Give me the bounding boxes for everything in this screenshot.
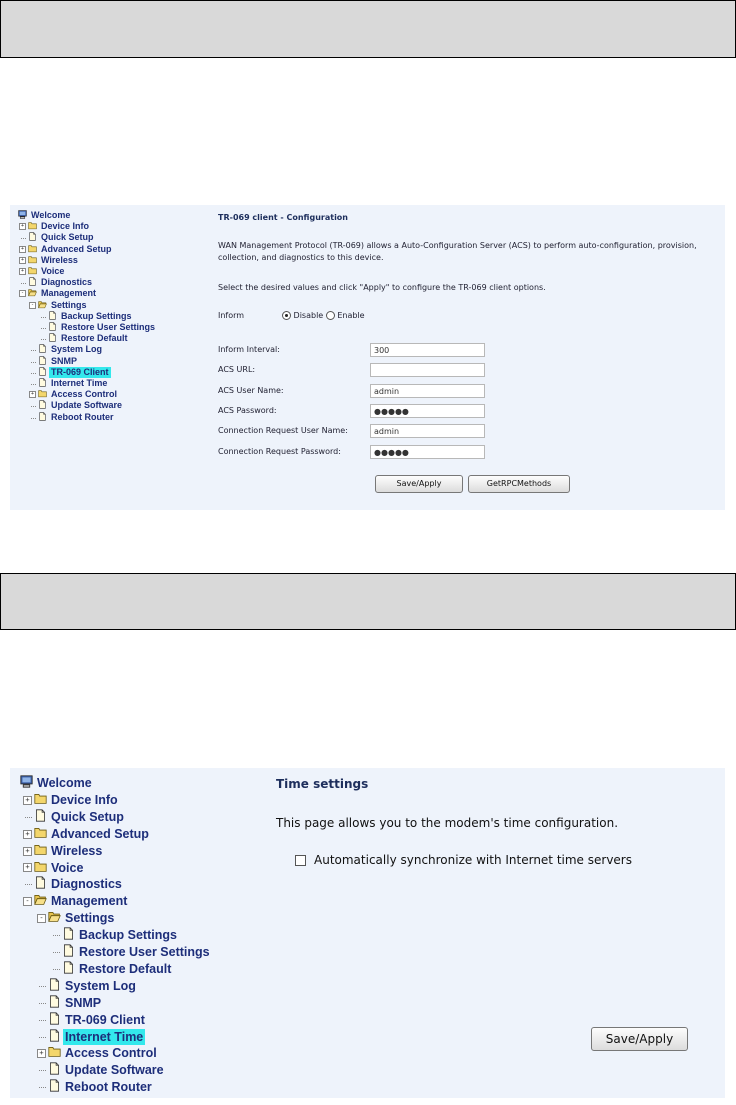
- collapse-icon[interactable]: -: [37, 914, 46, 923]
- disable-label: Disable: [293, 311, 324, 320]
- expand-icon[interactable]: +: [23, 847, 32, 856]
- page-icon: [34, 876, 47, 892]
- tree-item-label: Restore Default: [79, 961, 172, 976]
- tree-connector-line: [31, 373, 36, 374]
- page-icon: [48, 311, 57, 322]
- folder-icon: [48, 1045, 61, 1061]
- folder-icon: [34, 843, 47, 859]
- page-title: TR-069 client - Configuration: [218, 213, 348, 222]
- page-icon: [48, 322, 57, 333]
- page-icon: [34, 809, 47, 825]
- tree-connector-line: [39, 1087, 46, 1088]
- expand-icon[interactable]: +: [23, 830, 32, 839]
- tree-item-label: TR-069 Client: [51, 366, 109, 377]
- collapse-icon[interactable]: -: [20, 290, 24, 297]
- tree-item-label: System Log: [51, 344, 103, 355]
- section-header-box-2: [0, 573, 736, 630]
- page-icon: [62, 944, 75, 960]
- page-icon: [48, 1012, 61, 1028]
- expand-icon[interactable]: +: [37, 1049, 46, 1058]
- tree-connector-line: [41, 339, 46, 340]
- field-input[interactable]: [370, 363, 485, 377]
- field-input[interactable]: ●●●●●: [370, 445, 485, 459]
- tree-connector-line: [31, 418, 36, 419]
- tree-item-label: Update Software: [65, 1063, 164, 1078]
- tree-item-label: Quick Setup: [51, 809, 124, 824]
- page-icon: [28, 277, 37, 288]
- page-icon: [48, 1029, 61, 1045]
- tree-item-label: Management: [41, 288, 97, 299]
- tree-item-label: SNMP: [65, 995, 102, 1010]
- field-input[interactable]: 300: [370, 343, 485, 357]
- expand-icon[interactable]: +: [23, 863, 32, 872]
- tree-connector-line: [53, 935, 60, 936]
- page-icon: [48, 1062, 61, 1078]
- page-icon: [28, 232, 37, 243]
- field-input[interactable]: ●●●●●: [370, 404, 485, 418]
- field-label: ACS User Name:: [218, 385, 284, 395]
- field-input[interactable]: admin: [370, 424, 485, 438]
- tree-item-label: SNMP: [51, 355, 78, 366]
- field-label: Inform Interval:: [218, 345, 280, 354]
- inform-disable-radio[interactable]: [282, 311, 291, 320]
- tree-item-label: Restore Default: [61, 333, 128, 344]
- tree-connector-line: [25, 884, 32, 885]
- tree-connector-line: [31, 350, 36, 351]
- tree-connector-line: [39, 1037, 46, 1038]
- tree-connector-line: [21, 238, 26, 239]
- tree-connector-line: [53, 952, 60, 953]
- tree-connector-line: [39, 1070, 46, 1071]
- save-apply-button[interactable]: Save/Apply: [375, 475, 463, 493]
- folder-open-icon: [28, 288, 37, 299]
- auto-sync-label: Automatically synchronize with Internet time servers: [314, 853, 632, 867]
- page-icon: [38, 344, 47, 355]
- tree-item-label: Backup Settings: [61, 310, 132, 321]
- page-icon: [38, 367, 47, 378]
- inform-enable-radio[interactable]: [326, 311, 335, 320]
- folder-icon: [34, 792, 47, 808]
- save-apply-button[interactable]: Save/Apply: [591, 1027, 688, 1051]
- page-icon: [48, 995, 61, 1011]
- tree-connector-line: [53, 969, 60, 970]
- tree-connector-line: [39, 986, 46, 987]
- page-icon: [48, 978, 61, 994]
- tree-item-label: Wireless: [41, 254, 78, 265]
- page-icon: [62, 961, 75, 977]
- tree-item-label: Settings: [51, 299, 87, 310]
- tree-item-label: Restore User Settings: [79, 945, 210, 959]
- tree-item-label: Internet Time: [65, 1029, 144, 1044]
- inform-label: Inform: [218, 311, 245, 320]
- page-icon: [48, 1079, 61, 1095]
- tree-item-label: Reboot Router: [51, 411, 114, 422]
- tree-item-label: Internet Time: [51, 378, 108, 388]
- tree-item-label: TR-069 Client: [65, 1012, 145, 1027]
- tree-connector-line: [25, 817, 32, 818]
- folder-open-icon: [48, 910, 61, 926]
- page-description: WAN Management Protocol (TR-069) allows a Auto-Configuration Server (ACS) to perform auto-configuration, provision, collection, and diagnostics to this device.: [218, 241, 697, 262]
- tree-item-label: Management: [51, 894, 128, 909]
- tree-connector-line: [39, 1020, 46, 1021]
- tree-item-label: Reboot Router: [65, 1080, 152, 1095]
- page-title: Time settings: [276, 777, 369, 791]
- get-rpc-methods-button[interactable]: GetRPCMethods: [468, 475, 570, 493]
- inform-row: [218, 311, 418, 320]
- folder-icon: [34, 860, 47, 876]
- folder-icon: [28, 266, 37, 277]
- auto-sync-checkbox[interactable]: [295, 855, 306, 866]
- computer-icon: [20, 775, 33, 791]
- page-icon: [38, 400, 47, 411]
- tree-connector-line: [41, 328, 46, 329]
- field-label: Connection Request Password:: [218, 446, 341, 456]
- tree-item-label: Welcome: [37, 776, 92, 790]
- tree-item-label: Advanced Setup: [51, 826, 149, 841]
- field-label: Connection Request User Name:: [218, 426, 348, 436]
- expand-icon[interactable]: +: [30, 391, 34, 398]
- page-icon: [38, 412, 47, 423]
- tree-item-label: Welcome: [31, 210, 71, 220]
- collapse-icon[interactable]: -: [23, 897, 32, 906]
- tree-connector-line: [21, 283, 26, 284]
- tree-item-label: System Log: [65, 978, 136, 993]
- expand-icon[interactable]: +: [20, 256, 24, 263]
- tree-connector-line: [31, 362, 36, 363]
- tree-item-label: Device Info: [51, 792, 118, 807]
- field-label: ACS Password:: [218, 405, 277, 415]
- tree-item-label: Update Software: [51, 400, 123, 411]
- tree-item-label: Wireless: [51, 843, 103, 858]
- folder-icon: [28, 255, 37, 266]
- expand-icon[interactable]: +: [20, 223, 24, 230]
- tree-item-label: Voice: [51, 860, 84, 875]
- expand-icon[interactable]: +: [20, 245, 24, 252]
- collapse-icon[interactable]: -: [30, 301, 34, 308]
- tree-item-label: Device Info: [41, 221, 90, 232]
- section-header-box-1: [0, 0, 736, 58]
- folder-icon: [38, 389, 47, 400]
- field-input[interactable]: admin: [370, 384, 485, 398]
- tree-item-label: Settings: [65, 911, 115, 926]
- tree-item-label: Diagnostics: [51, 877, 122, 892]
- tree-item-label: Quick Setup: [41, 232, 94, 243]
- tree-item-label: Access Control: [51, 389, 118, 400]
- folder-icon: [28, 221, 37, 232]
- tree-connector-line: [39, 1003, 46, 1004]
- instruction-text: Select the desired values and click "Apply" to configure the TR-069 client options.: [218, 283, 546, 292]
- page-icon: [48, 333, 57, 344]
- page-icon: [62, 927, 75, 943]
- folder-open-icon: [38, 300, 47, 311]
- expand-icon[interactable]: +: [23, 796, 32, 805]
- tree-item-label: Diagnostics: [41, 277, 93, 288]
- folder-icon: [28, 244, 37, 255]
- computer-icon: [18, 210, 27, 221]
- tree-item-label: Advanced Setup: [41, 243, 112, 254]
- expand-icon[interactable]: +: [20, 268, 24, 275]
- tree-connector-line: [31, 384, 36, 385]
- tree-item-label: Backup Settings: [79, 928, 177, 943]
- page-icon: [38, 378, 47, 389]
- folder-open-icon: [34, 893, 47, 909]
- page-icon: [38, 356, 47, 367]
- folder-icon: [34, 826, 47, 842]
- tree-connector-line: [41, 317, 46, 318]
- tree-item-label: Restore User Settings: [61, 322, 156, 332]
- tree-connector-line: [31, 406, 36, 407]
- page-description: This page allows you to the modem's time configuration.: [276, 816, 619, 830]
- tree-item-label: Voice: [41, 266, 65, 276]
- tree-item-label: Access Control: [65, 1046, 157, 1061]
- enable-label: Enable: [337, 311, 365, 320]
- field-label: ACS URL:: [218, 365, 256, 375]
